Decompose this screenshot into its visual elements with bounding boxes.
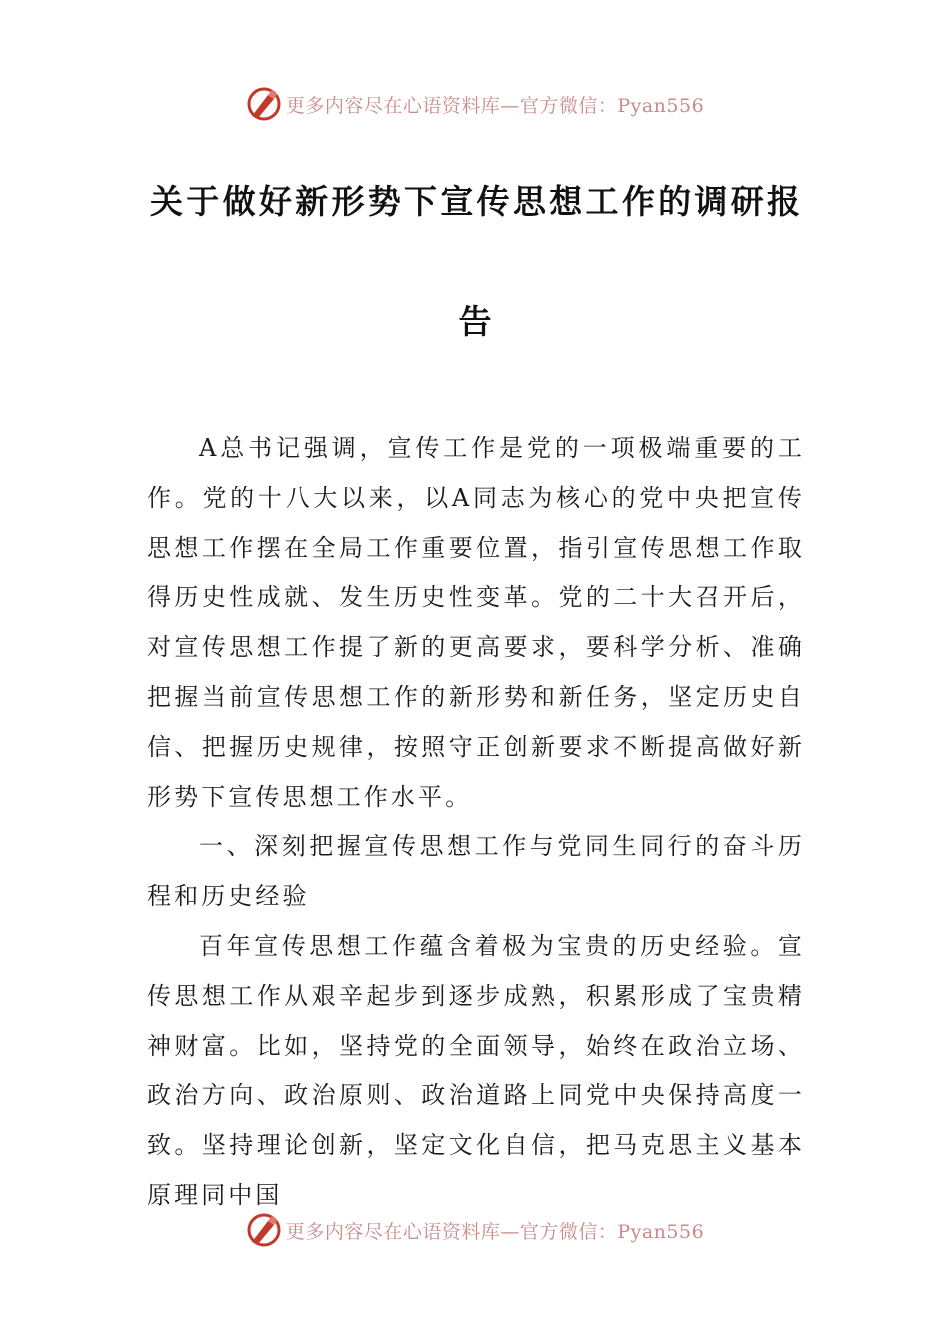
pen-logo-icon bbox=[246, 86, 282, 122]
pen-logo-icon bbox=[246, 1212, 282, 1248]
document-body bbox=[147, 424, 805, 1221]
watermark-header bbox=[0, 82, 950, 126]
watermark-text: 更多内容尽在心语资料库—官方微信：Pyan556 bbox=[285, 1220, 705, 1243]
paragraph-intro: A总书记强调，宣传工作是党的一项极端重要的工作。党的十八大以来，以A同志为核心的党中央把宣传思想工作摆在全局工作重要位置，指引宣传思想工作取得历史性成就、发生历史性变革。党的二十大召开后，对宣传思想工作提了新的更高要求，要科学分析、准确把握当前宣传思想工作的新形势和新任务，坚定历史自信、把握历史规律，按照守正创新要求不断提高做好新形势下宣传思想工作水平。 bbox=[147, 434, 805, 811]
watermark-footer bbox=[0, 1208, 950, 1252]
document-title-line-2: 告 bbox=[458, 302, 492, 341]
document-title-line-1: 关于做好新形势下宣传思想工作的调研报 bbox=[150, 182, 800, 221]
watermark-text: 更多内容尽在心语资料库—官方微信：Pyan556 bbox=[285, 94, 705, 117]
paragraph-section-1: 百年宣传思想工作蕴含着极为宝贵的历史经验。宣传思想工作从艰辛起步到逐步成熟，积累形成了宝贵精神财富。比如，坚持党的全面领导，始终在政治立场、政治方向、政治原则、政治道路上同党中央保持高度一致。坚持理论创新，坚定文化自信，把马克思主义基本原理同中国 bbox=[147, 931, 805, 1209]
section-heading-1: 一、深刻把握宣传思想工作与党同生同行的奋斗历程和历史经验 bbox=[147, 832, 805, 911]
